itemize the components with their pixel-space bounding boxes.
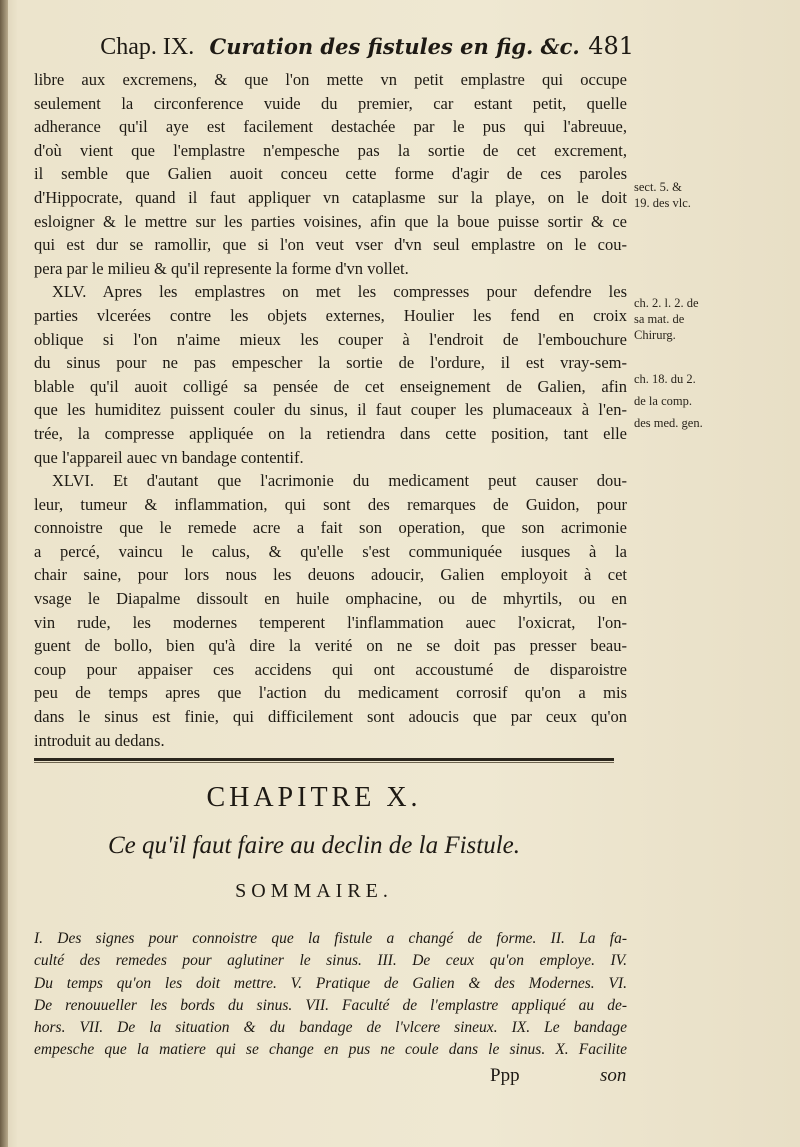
ornamental-rule: [34, 758, 614, 761]
signature-mark: Ppp: [490, 1065, 520, 1086]
ornamental-rule-thin: [34, 762, 614, 763]
text-line: pera par le milieu & qu'il represente la forme d'vn vollet.: [34, 258, 409, 278]
running-header: [40, 32, 640, 68]
catchword: son: [600, 1065, 627, 1086]
text-line: introduit au dedans.: [34, 730, 165, 750]
summary-line: hors. VII. De la situation & du bandage de l'vlcere sineux. IX. Le bandage: [34, 1019, 627, 1037]
text-line: d'Hippocrate, quand il faut appliquer vn cataplasme sur la playe, on le doit: [34, 187, 627, 207]
text-line: coup pour appaiser ces accidens qui ont accoustumé de disparoistre: [34, 659, 627, 679]
summary-line: culté des remedes pour aglutiner le sinus. III. De ceux qu'on employe. IV.: [34, 952, 627, 970]
margin-note: Chirurg.: [634, 328, 676, 342]
text-line: du sinus pour ne pas empescher la sortie de l'ordure, il est vray-sem-: [34, 353, 627, 373]
text-line: connoistre que le remede acre a fait son operation, que son acrimonie: [34, 518, 627, 538]
text-line: chair saine, pour lors nous les deuons adoucir, Galien employoit à cet: [34, 565, 627, 585]
header-title: Curation des fistules en fig. &c.: [209, 34, 580, 59]
text-line: seulement la circonference vuide du premier, car estant petit, quelle: [34, 93, 627, 113]
margin-note: sect. 5. &: [634, 180, 682, 194]
text-line: vsage le Diapalme dissoult en huile omphacine, ou de mhyrtils, ou en: [34, 589, 627, 609]
text-line: guent de bollo, bien qu'à dire la verité on ne se doit pas presser beau-: [34, 636, 627, 656]
text-line: a percé, vaincu le calus, & qu'elle s'est communiquée iusques à la: [34, 541, 627, 561]
text-line: blable qu'il auoit colligé sa pensée de cet enseignement de Galien, afin: [34, 376, 627, 396]
text-line: esloigner & le mettre sur les parties voisines, afin que la boue puisse sortir & ce: [34, 211, 627, 231]
text-line: leur, tumeur & inflammation, qui sont des remarques de Guidon, pour: [34, 494, 627, 514]
paragraph-start: XLVI. Et d'autant que l'acrimonie du medicament peut causer dou-: [52, 471, 627, 491]
text-line: dans le sinus est finie, qui difficilement sont adoucis que par ceux qu'on: [34, 707, 627, 727]
summary-line: Du temps qu'on les doit mettre. V. Pratique de Galien & des Modernes. VI.: [34, 974, 627, 992]
binding-gutter: [0, 0, 8, 1147]
text-line: peu de temps apres que l'action du medicament corrosif qu'on a mis: [34, 683, 627, 703]
margin-note: ch. 2. l. 2. de: [634, 296, 699, 310]
margin-note: 19. des vlc.: [634, 196, 691, 210]
header-chapter: Chap. IX.: [100, 34, 195, 60]
text-line: adherance qu'il aye est facilement destachée par le pus qui l'abreuue,: [34, 117, 627, 137]
summary-line: empesche que la matiere qui se change en pus ne coule dans le sinus. X. Facilite: [34, 1041, 627, 1059]
margin-note: des med. gen.: [634, 416, 703, 430]
margin-note: ch. 18. du 2.: [634, 372, 696, 386]
body-text: [34, 68, 627, 752]
text-line: que l'appareil auec vn bandage contentif.: [34, 447, 304, 467]
text-line: que les humiditez puissent couler du sinus, il faut couper les plumaceaux à l'en-: [34, 400, 627, 420]
sommaire-heading: SOMMAIRE.: [235, 880, 393, 902]
text-line: d'où vient que l'emplastre n'empesche pas la sortie de cet excrement,: [34, 140, 627, 160]
margin-note: de la comp.: [634, 394, 692, 408]
chapter-heading: CHAPITRE X.: [206, 782, 422, 813]
text-line: trée, la compresse appliquée on la retiendra dans cette position, tant elle: [34, 423, 627, 443]
text-line: oblique si l'on n'aime mieux les couper à l'endroit de l'embouchure: [34, 329, 627, 349]
summary-line: I. Des signes pour connoistre que la fistule a changé de forme. II. La fa-: [34, 930, 627, 947]
summary-text: [34, 928, 627, 1062]
paragraph-start: XLV. Apres les emplastres on met les compresses pour defendre les: [52, 282, 627, 302]
summary-line: De renouueller les bords du sinus. VII. Faculté de l'emplastre appliqué au de-: [34, 996, 627, 1014]
text-line: libre aux excremens, & que l'on mette vn petit emplastre qui occupe: [34, 70, 627, 89]
chapter-subtitle: Ce qu'il faut faire au declin de la Fistule.: [108, 832, 520, 859]
text-line: parties vlcerées contre les objets externes, Houlier les fend en croix: [34, 305, 627, 325]
page-number: 481: [588, 32, 634, 60]
margin-note: sa mat. de: [634, 312, 685, 326]
text-line: qui est dur se ramollir, que si l'on veut vser d'vn seul emplastre on le cou-: [34, 235, 627, 255]
text-line: il semble que Galien auoit conceu cette forme d'agir de ces paroles: [34, 164, 627, 184]
text-line: vin rude, les modernes temperent l'inflammation auec l'oxicrat, l'on-: [34, 612, 627, 632]
